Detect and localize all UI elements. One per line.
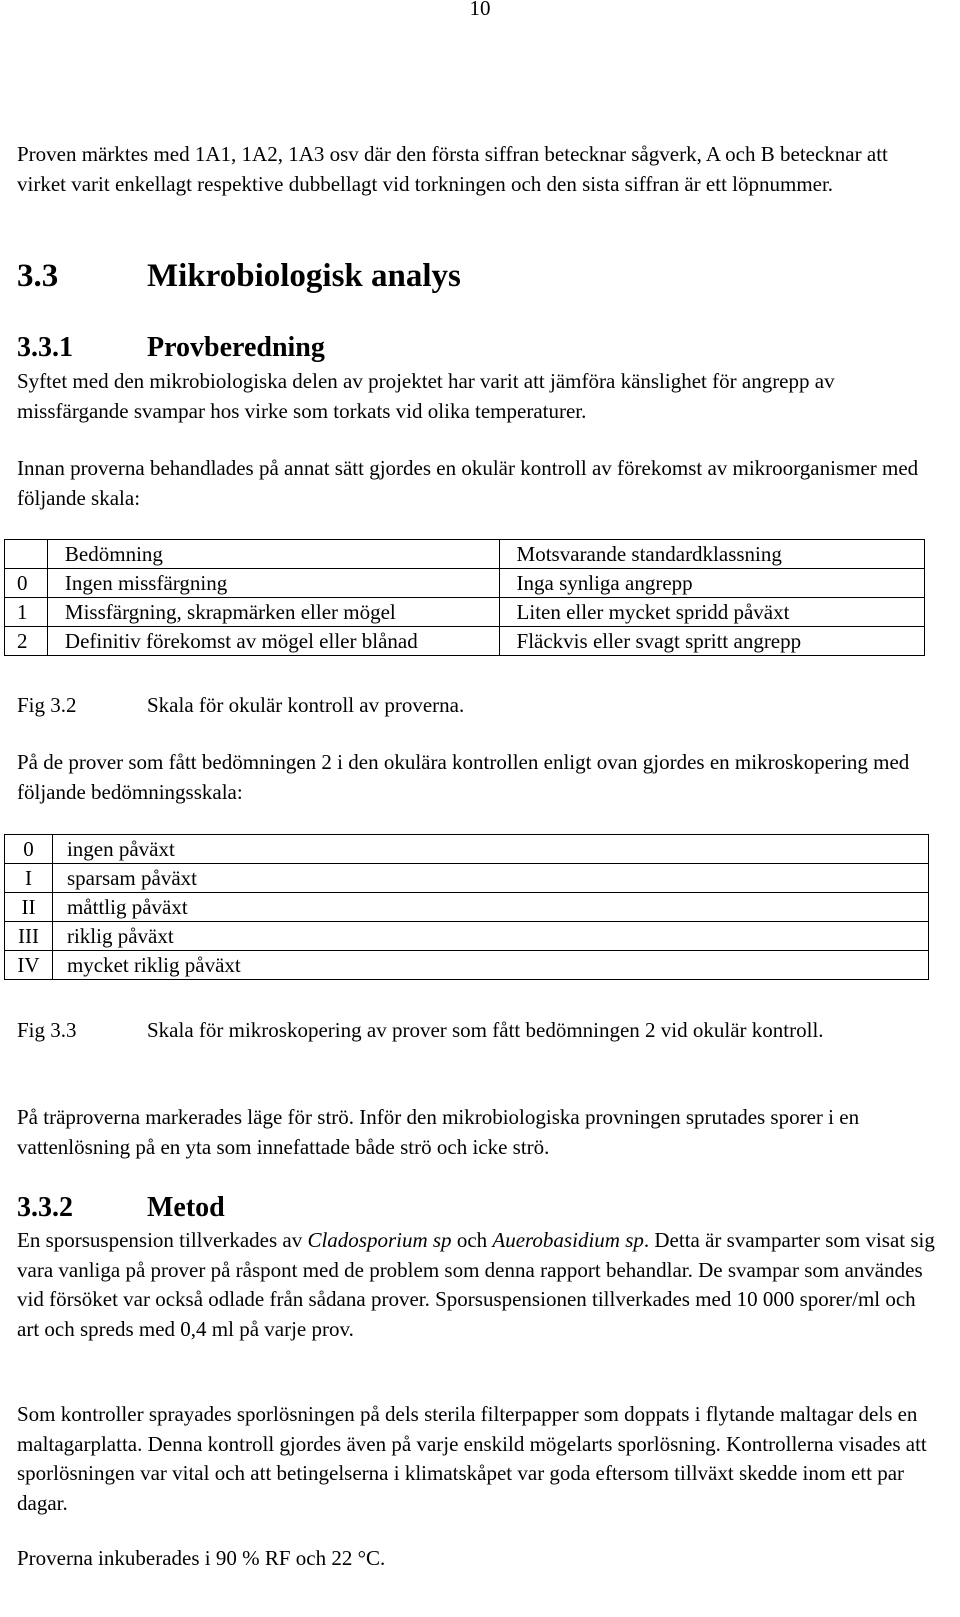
table-cell: Definitiv förekomst av mögel eller blånad bbox=[47, 627, 499, 656]
table-cell: I bbox=[5, 864, 53, 893]
species-name: Auerobasidium sp bbox=[492, 1228, 644, 1252]
table-cell: III bbox=[5, 922, 53, 951]
microscopy-scale-table bbox=[4, 834, 929, 980]
table-cell: II bbox=[5, 893, 53, 922]
table-cell: 0 bbox=[5, 569, 48, 598]
table-row bbox=[5, 951, 929, 980]
figure-caption-text: Skala för okulär kontroll av proverna. bbox=[147, 693, 465, 717]
table-cell: Motsvarande standardklassning bbox=[499, 540, 924, 569]
paragraph-innan: Innan proverna behandlades på annat sätt gjordes en okulär kontroll av förekomst av mikroorganismer med följande skala: bbox=[17, 456, 919, 510]
table-row bbox=[5, 598, 925, 627]
species-name: Cladosporium sp bbox=[307, 1228, 452, 1252]
table-cell: mycket riklig påväxt bbox=[52, 951, 928, 980]
paragraph-inkubering: Proverna inkuberades i 90 % RF och 22 °C. bbox=[17, 1546, 386, 1570]
table-cell: riklig påväxt bbox=[52, 922, 928, 951]
figure-label: Fig 3.3 bbox=[17, 1018, 77, 1042]
table-cell: Liten eller mycket spridd påväxt bbox=[499, 598, 924, 627]
text-run: En sporsuspension tillverkades av bbox=[17, 1228, 308, 1252]
intro-paragraph: Proven märktes med 1A1, 1A2, 1A3 osv där den första siffran betecknar sågverk, A och B betecknar att virket varit enkellagt respektive dubbellagt vid torkningen och den sista siffran är ett löpnummer. bbox=[17, 142, 888, 196]
paragraph-syfte: Syftet med den mikrobiologiska delen av projektet har varit att jämföra känslighet för angrepp av missfärgande svampar hos virke som torkats vid olika temperaturer. bbox=[17, 369, 835, 423]
table-cell: sparsam påväxt bbox=[52, 864, 928, 893]
okular-scale-table bbox=[4, 539, 925, 656]
table-cell: måttlig påväxt bbox=[52, 893, 928, 922]
table-cell: Ingen missfärgning bbox=[47, 569, 499, 598]
paragraph-pa-de-prover: På de prover som fått bedömningen 2 i den okulära kontrollen enligt ovan gjordes en mikroskopering med följande bedömningsskala: bbox=[17, 750, 910, 804]
section-heading bbox=[17, 256, 937, 296]
subsection-heading-provberedning bbox=[17, 331, 937, 365]
table-cell bbox=[5, 540, 48, 569]
paragraph-kontroller: Som kontroller sprayades sporlösningen på dels sterila filterpapper som doppats i flytande maltagar dels en maltagarplatta. Denna kontroll gjordes även på varje enskild mögelarts sporlösning. Kontrollerna visades att sporlösningen var vital och att betingelserna i klimatskåpet var goda eftersom tillväxt skedde inom ett par dagar. bbox=[17, 1402, 927, 1515]
subsection-heading-metod bbox=[17, 1191, 937, 1225]
subsection-title: Provberedning bbox=[147, 332, 325, 363]
table-row bbox=[5, 922, 929, 951]
subsection-number: 3.3.2 bbox=[17, 1192, 73, 1223]
figure-label: Fig 3.2 bbox=[17, 693, 77, 717]
figure-caption-text: Skala för mikroskopering av prover som fått bedömningen 2 vid okulär kontroll. bbox=[147, 1018, 824, 1042]
text-run: . Detta är svamparter som visat sig vara vanliga på prover på råspont med de problem som denna rapport behandlar. De svampar som användes vid försöket var också odlade från sådana prover. Sporsuspensionen tillverkades med 10 000 sporer/ml och art och spreds med 0,4 ml på varje prov. bbox=[17, 1228, 935, 1341]
section-title: Mikrobiologisk analys bbox=[147, 258, 461, 294]
subsection-title: Metod bbox=[147, 1192, 225, 1223]
table-cell: Bedömning bbox=[47, 540, 499, 569]
table-row bbox=[5, 864, 929, 893]
section-number: 3.3 bbox=[17, 258, 59, 294]
table-row bbox=[5, 627, 925, 656]
table-row bbox=[5, 893, 929, 922]
paragraph-metod bbox=[17, 1226, 937, 1344]
table-row bbox=[5, 835, 929, 864]
subsection-number: 3.3.1 bbox=[17, 332, 73, 363]
page-number: 10 bbox=[469, 0, 491, 20]
table-row bbox=[5, 569, 925, 598]
table-header-row bbox=[5, 540, 925, 569]
paragraph-traproverna: På träproverna markerades läge för strö. Inför den mikrobiologiska provningen sprutades sporer i en vattenlösning på en yta som innefattade både strö och icke strö. bbox=[17, 1105, 860, 1159]
table-cell: ingen påväxt bbox=[52, 835, 928, 864]
table-cell: Fläckvis eller svagt spritt angrepp bbox=[499, 627, 924, 656]
table-cell: Inga synliga angrepp bbox=[499, 569, 924, 598]
table-cell: 0 bbox=[5, 835, 53, 864]
text-run: och bbox=[451, 1228, 493, 1252]
table-cell: IV bbox=[5, 951, 53, 980]
table-cell: Missfärgning, skrapmärken eller mögel bbox=[47, 598, 499, 627]
table-cell: 2 bbox=[5, 627, 48, 656]
table-cell: 1 bbox=[5, 598, 48, 627]
